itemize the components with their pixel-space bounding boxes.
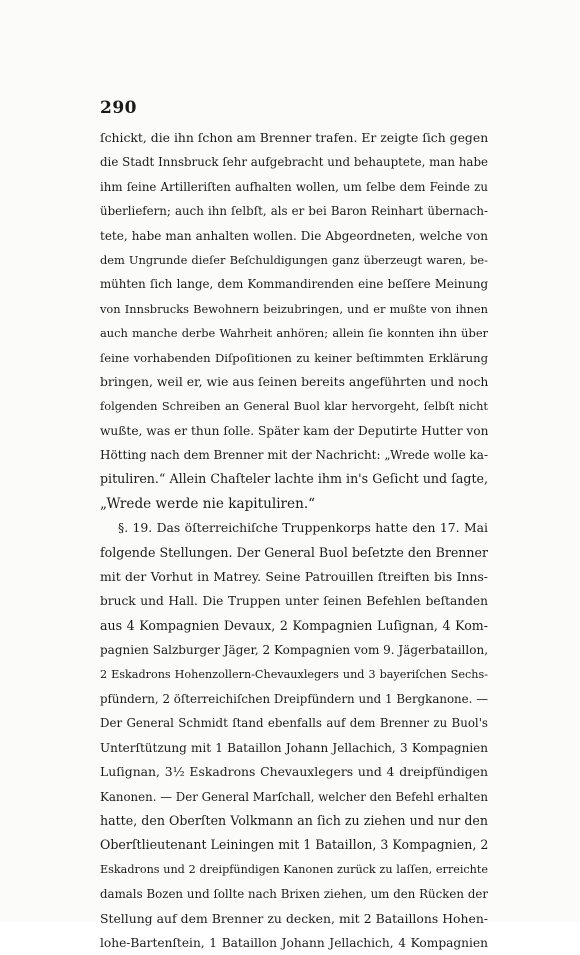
text-line: mit der Vorhut in Matrey. Seine Patrouillen ſtreiften bis Inns- bbox=[100, 569, 488, 585]
text-line: 2 Eskadrons Hohenzollern-Chevauxlegers und 3 bayeriſchen Sechs- bbox=[100, 667, 488, 681]
text-line: Oberſtlieutenant Leiningen mit 1 Bataillon, 3 Kompagnien, 2 bbox=[100, 837, 488, 853]
page-number: 290 bbox=[100, 98, 137, 118]
text-line: ſchickt, die ihn ſchon am Brenner trafen. Er zeigte ſich gegen bbox=[100, 130, 488, 145]
text-line: Unterſtützung mit 1 Bataillon Johann Jellachich, 3 Kompagnien bbox=[100, 740, 488, 755]
paragraph-end-line: „Wrede werde nie kapituliren.“ bbox=[100, 495, 316, 512]
text-line: tete, habe man anhalten wollen. Die Abgeordneten, welche von bbox=[100, 228, 488, 243]
text-line: mühten ſich lange, dem Kommandirenden eine beſſere Meinung bbox=[100, 277, 488, 292]
text-line: ſeine vorhabenden Diſpoſitionen zu keiner beſtimmten Erklärung bbox=[100, 350, 488, 365]
text-line: die Stadt Innsbruck ſehr aufgebracht und behauptete, man habe bbox=[100, 155, 488, 170]
text-line: auch manche derbe Wahrheit anhören; allein ſie konnten ihn über bbox=[100, 326, 488, 341]
text-line: damals Bozen und ſollte nach Brixen ziehen, um den Rücken der bbox=[100, 887, 488, 902]
text-line: überliefern; auch ihn ſelbſt, als er bei Baron Reinhart übernach- bbox=[100, 204, 488, 219]
text-line: folgenden Schreiben an General Buol klar hervorgeht, ſelbſt nicht bbox=[100, 399, 488, 414]
text-line: folgende Stellungen. Der General Buol beſetzte den Brenner bbox=[100, 544, 488, 560]
text-line: Eskadrons und 2 dreipfündigen Kanonen zurück zu laſſen, erreichte bbox=[100, 862, 488, 876]
text-line: wußte, was er thun ſolle. Später kam der Deputirte Hutter von bbox=[100, 423, 488, 438]
text-line: von Innsbrucks Bewohnern beizubringen, und er mußte von ihnen bbox=[100, 301, 488, 316]
text-line: Hötting nach dem Brenner mit der Nachricht: „Wrede wolle ka- bbox=[100, 448, 488, 463]
text-line: pituliren.“ Allein Chaſteler lachte ihm in's Geſicht und ſagte, bbox=[100, 471, 488, 487]
body-text bbox=[100, 126, 488, 955]
text-line: bringen, weil er, wie aus ſeinen bereits angeführten und noch bbox=[100, 373, 488, 389]
text-line: ihm ſeine Artilleriſten aufhalten wollen, um ſelbe dem Feinde zu bbox=[100, 179, 488, 194]
text-line: pagnien Salzburger Jäger, 2 Kompagnien vom 9. Jägerbataillon, bbox=[100, 643, 488, 658]
text-line: hatte, den Oberſten Volkmann an ſich zu ziehen und nur den bbox=[100, 812, 488, 828]
text-line: Luſignan, 3½ Eskadrons Chevauxlegers und 4 dreipfündigen bbox=[100, 764, 488, 780]
section-heading-line: §. 19. Das öſterreichiſche Truppenkorps hatte den 17. Mai bbox=[118, 520, 488, 536]
text-line: Stellung auf dem Brenner zu decken, mit 2 Bataillons Hohen- bbox=[100, 910, 488, 926]
text-line: Kanonen. — Der General Marſchall, welcher den Befehl erhalten bbox=[100, 789, 488, 804]
text-line: aus 4 Kompagnien Devaux, 2 Kompagnien Luſignan, 4 Kom- bbox=[100, 617, 488, 633]
text-line: dem Ungrunde dieſer Beſchuldigungen ganz überzeugt waren, be- bbox=[100, 252, 488, 267]
text-line: pfündern, 2 öſterreichiſchen Dreipfündern und 1 Bergkanone. — bbox=[100, 691, 488, 706]
text-line: lohe-Bartenſtein, 1 Bataillon Johann Jellachich, 4 Kompagnien bbox=[100, 935, 488, 950]
text-line: Der General Schmidt ſtand ebenfalls auf dem Brenner zu Buol's bbox=[100, 716, 488, 731]
text-line: bruck und Hall. Die Truppen unter ſeinen Befehlen beſtanden bbox=[100, 594, 488, 609]
